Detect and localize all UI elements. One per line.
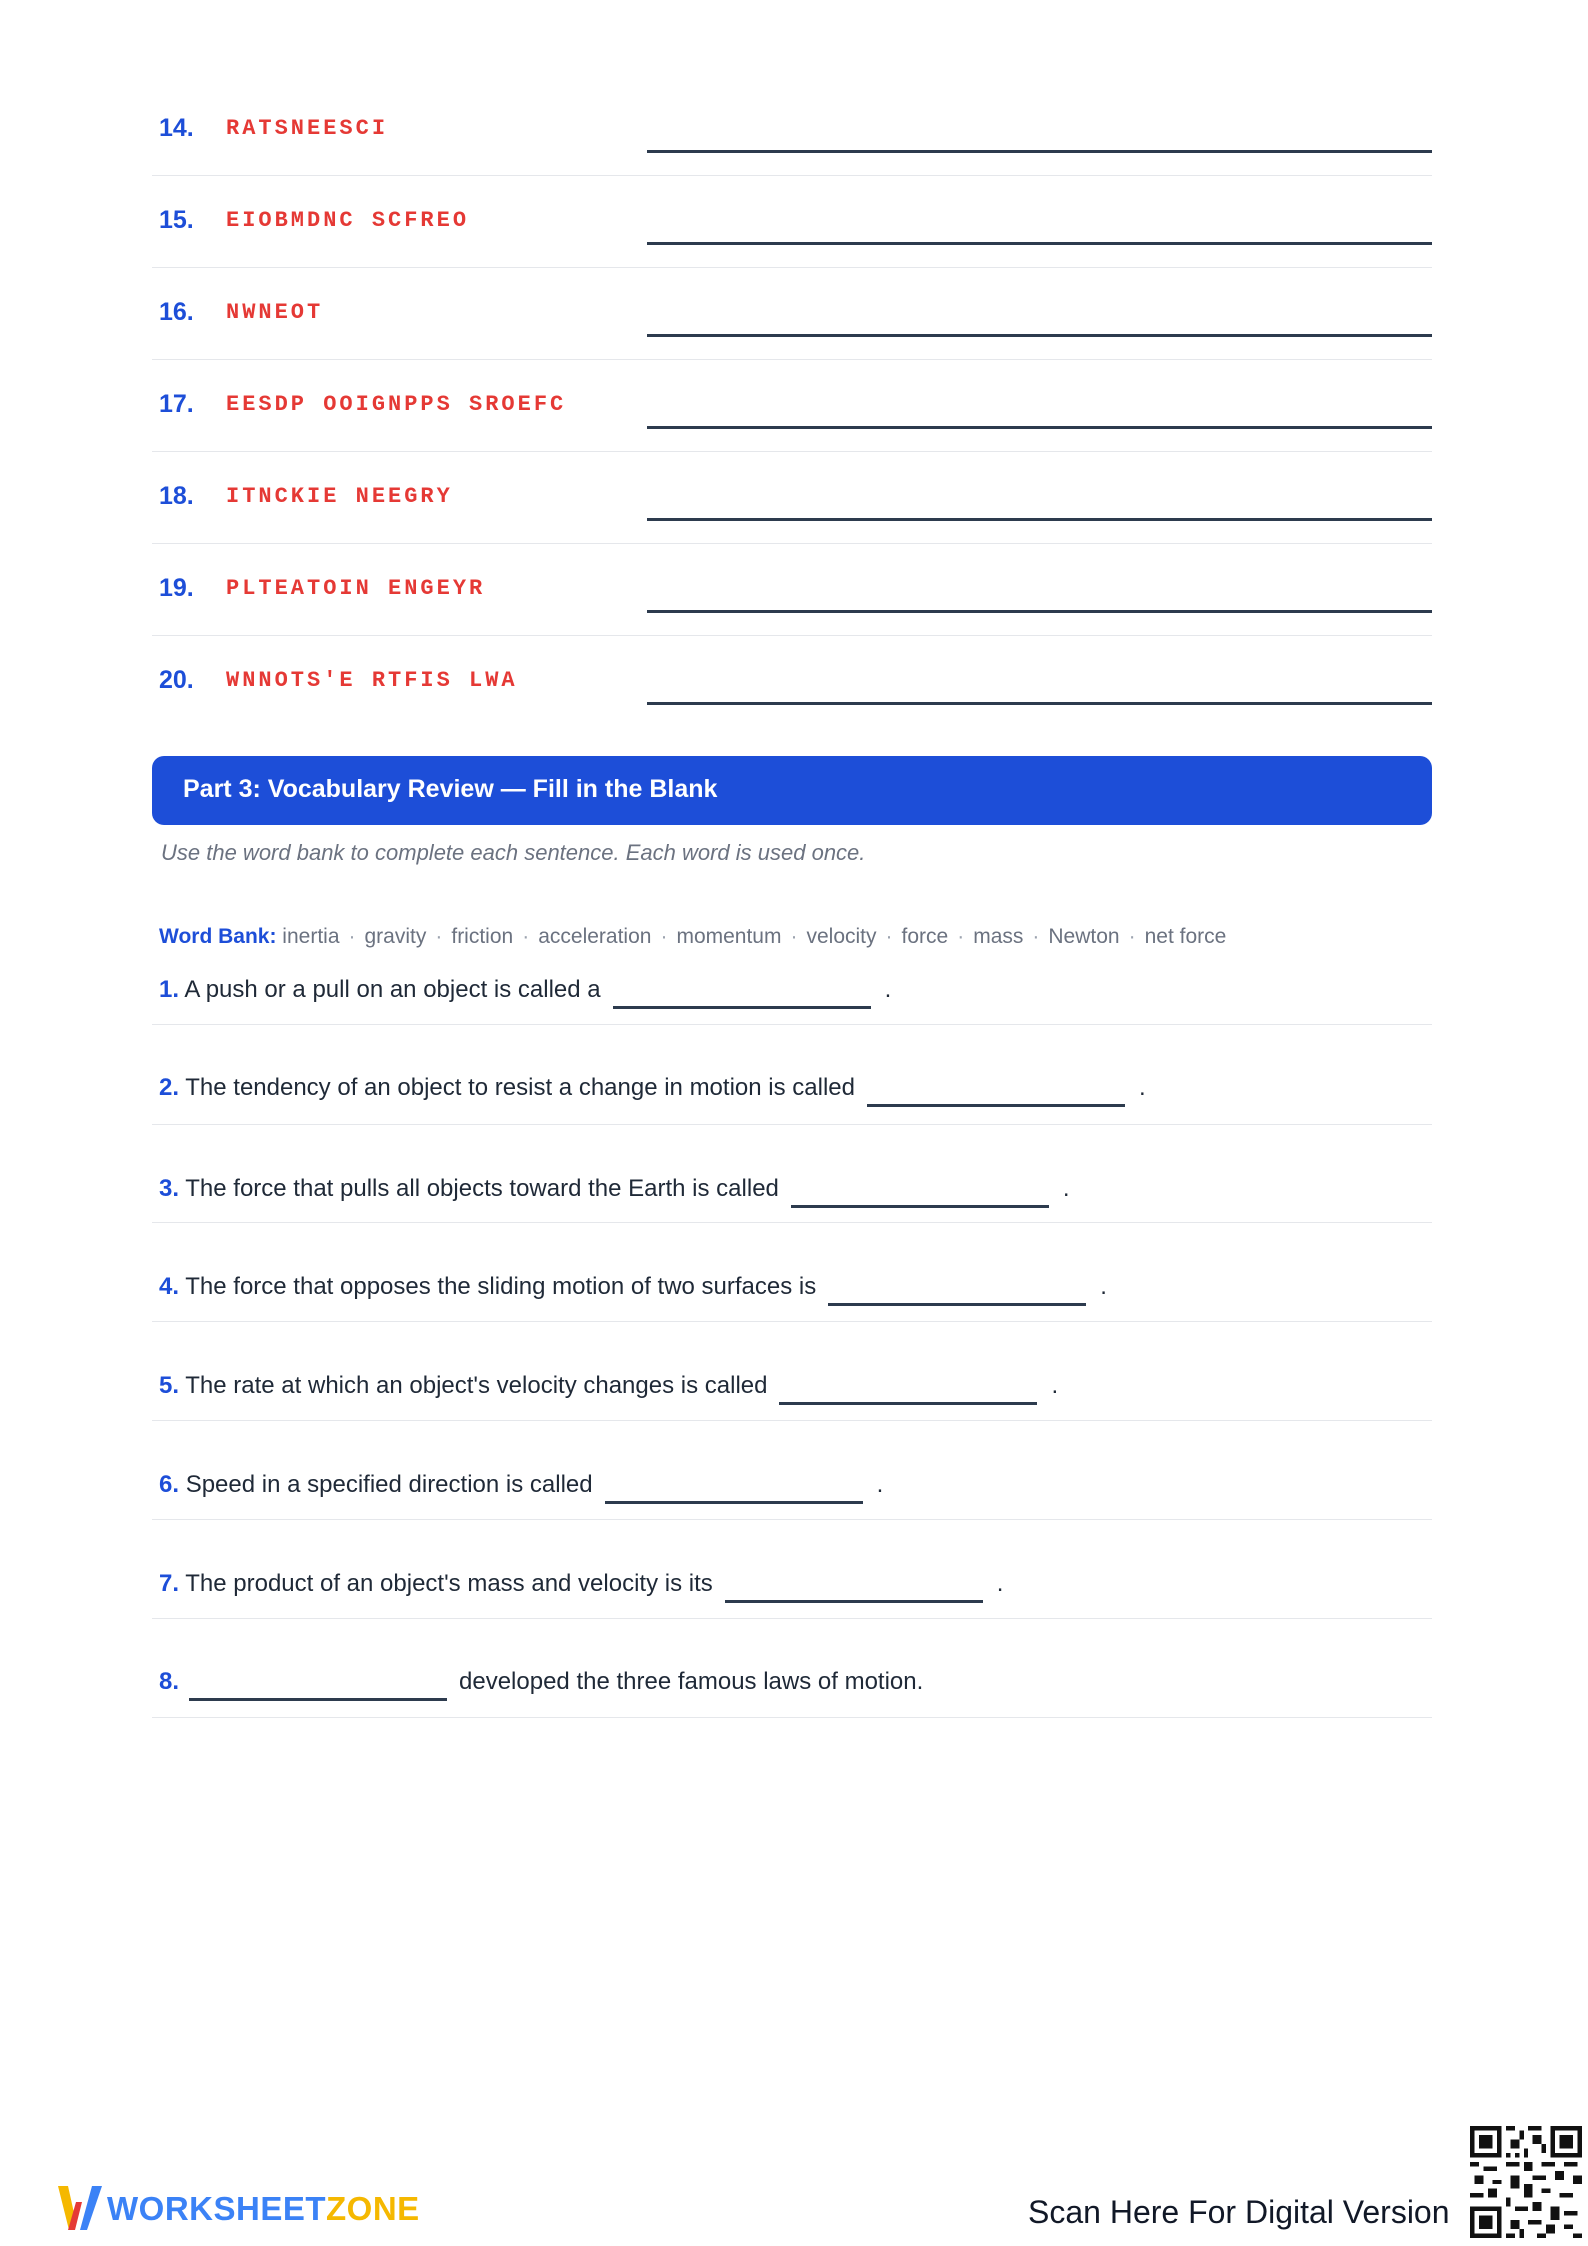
question-end: . (884, 976, 892, 1003)
answer-line[interactable] (647, 426, 1432, 429)
scrambled-word: RATSNEESCI (226, 116, 389, 141)
question-number: 5. (159, 1372, 180, 1399)
question-text: Speed in a specified direction is called (185, 1471, 593, 1498)
answer-line[interactable] (647, 518, 1432, 521)
question-text: The tendency of an object to resist a change in motion is called (185, 1074, 855, 1101)
question-number: 3. (159, 1175, 180, 1202)
question-row (152, 1619, 1432, 1718)
scrambled-word: WNNOTS'E RTFIS LWA (226, 668, 518, 693)
separator: · (1032, 925, 1040, 948)
scrambled-word: ITNCKIE NEEGRY (226, 484, 453, 509)
separator: · (435, 925, 443, 948)
answer-blank[interactable] (779, 1374, 1037, 1405)
question-end: . (1138, 1074, 1146, 1101)
answer-blank[interactable] (613, 978, 871, 1009)
word-bank-item: Newton (1048, 925, 1120, 948)
word-bank-item: mass (973, 925, 1024, 948)
word-bank-item: gravity (364, 925, 427, 948)
section-title: Part 3: Vocabulary Review — Fill in the Blank (183, 775, 718, 803)
question-row (152, 1421, 1432, 1520)
question-number: 6. (159, 1471, 180, 1498)
scramble-row (152, 636, 1432, 728)
answer-line[interactable] (647, 702, 1432, 705)
separator: · (957, 925, 965, 948)
brand-name-part2: ZONE (326, 2190, 420, 2227)
question-row (152, 960, 1432, 1025)
separator: · (1128, 925, 1136, 948)
qr-code-icon[interactable] (1470, 2126, 1582, 2238)
question-number: 16. (159, 298, 194, 326)
question-number: 8. (159, 1668, 180, 1695)
answer-blank[interactable] (828, 1275, 1086, 1306)
answer-blank[interactable] (605, 1473, 863, 1504)
question-end: . (1062, 1175, 1070, 1202)
brand-name-part1: WORKSHEET (107, 2190, 326, 2227)
word-bank-item: acceleration (538, 925, 652, 948)
word-bank-label: Word Bank: (159, 925, 277, 948)
scramble-row (152, 268, 1432, 360)
separator: · (660, 925, 668, 948)
question-row (152, 1025, 1432, 1125)
question-row (152, 1223, 1432, 1322)
word-bank-item: net force (1144, 925, 1227, 948)
question-end: . (996, 1570, 1004, 1597)
question-row (152, 1520, 1432, 1619)
question-number: 4. (159, 1273, 180, 1300)
answer-line[interactable] (647, 150, 1432, 153)
question-end: . (1051, 1372, 1059, 1399)
question-text: A push or a pull on an object is called a (184, 976, 601, 1003)
question-end: . (876, 1471, 884, 1498)
question-text: developed the three famous laws of motion. (459, 1668, 924, 1695)
separator: · (348, 925, 356, 948)
instructions: Use the word bank to complete each sentence. Each word is used once. (161, 840, 866, 865)
scrambled-word: EESDP OOIGNPPS SROEFC (226, 392, 567, 417)
scramble-row (152, 360, 1432, 452)
scan-text: Scan Here For Digital Version (1028, 2194, 1450, 2230)
section-header (152, 756, 1432, 825)
brand-name (107, 2190, 420, 2228)
scrambled-word: EIOBMDNC SCFREO (226, 208, 470, 233)
question-number: 17. (159, 390, 194, 418)
separator: · (522, 925, 530, 948)
scramble-row (152, 176, 1432, 268)
question-number: 7. (159, 1570, 180, 1597)
answer-line[interactable] (647, 610, 1432, 613)
question-number: 15. (159, 206, 194, 234)
question-number: 20. (159, 666, 194, 694)
question-number: 18. (159, 482, 194, 510)
question-row (152, 1322, 1432, 1421)
question-end: . (1100, 1273, 1107, 1300)
scramble-row (152, 544, 1432, 636)
word-bank-item: force (901, 925, 949, 948)
question-text: The force that pulls all objects toward the Earth is called (185, 1175, 779, 1202)
question-text: The product of an object's mass and velocity is its (185, 1570, 713, 1597)
word-bank-item: inertia (282, 925, 340, 948)
separator: · (790, 925, 798, 948)
separator: · (885, 925, 893, 948)
question-number: 1. (159, 976, 180, 1003)
question-number: 19. (159, 574, 194, 602)
scrambled-word: NWNEOT (226, 300, 324, 325)
scramble-row (152, 84, 1432, 176)
answer-blank[interactable] (189, 1670, 447, 1701)
scrambled-word: PLTEATOIN ENGEYR (226, 576, 486, 601)
answer-blank[interactable] (867, 1076, 1125, 1107)
worksheetzone-logo-icon (56, 2178, 104, 2234)
question-text: The rate at which an object's velocity changes is called (185, 1372, 768, 1399)
question-row (152, 1125, 1432, 1223)
word-bank-item: friction (451, 925, 514, 948)
answer-line[interactable] (647, 242, 1432, 245)
word-bank-item: velocity (806, 925, 877, 948)
word-bank (159, 925, 1226, 949)
word-bank-item: momentum (676, 925, 782, 948)
question-number: 2. (159, 1074, 180, 1101)
question-text: The force that opposes the sliding motion of two surfaces is (185, 1273, 817, 1300)
answer-blank[interactable] (725, 1572, 983, 1603)
answer-line[interactable] (647, 334, 1432, 337)
scramble-row (152, 452, 1432, 544)
question-number: 14. (159, 114, 194, 142)
answer-blank[interactable] (791, 1177, 1049, 1208)
